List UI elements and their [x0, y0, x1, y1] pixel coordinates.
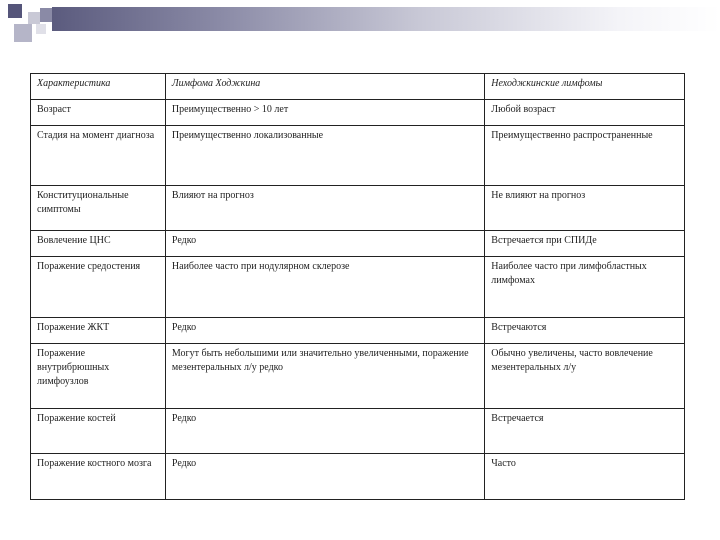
table-cell: Поражение костного мозга: [31, 454, 166, 500]
table-cell: Наиболее часто при нодулярном склерозе: [165, 257, 484, 318]
table-cell: Встречается при СПИДе: [485, 231, 685, 257]
table-cell: Встречается: [485, 409, 685, 454]
table-header-row: [31, 74, 685, 100]
table-cell: Поражение внутрибрюшных лимфоузлов: [31, 344, 166, 409]
header-banner: [52, 7, 720, 31]
table-cell: Возраст: [31, 100, 166, 126]
table-row: [31, 344, 685, 409]
table-cell: Любой возраст: [485, 100, 685, 126]
comparison-table: [30, 73, 685, 500]
table-cell: Поражение костей: [31, 409, 166, 454]
table-row: [31, 454, 685, 500]
table-cell: Редко: [165, 231, 484, 257]
table-cell: Поражение ЖКТ: [31, 318, 166, 344]
table-row: [31, 257, 685, 318]
column-header: Характеристика: [31, 74, 166, 100]
table-cell: Не влияют на прогноз: [485, 186, 685, 231]
table-cell: Конституциональные симптомы: [31, 186, 166, 231]
table-cell: Влияют на прогноз: [165, 186, 484, 231]
table-cell: Обычно увеличены, часто вовлечение мезентеральных л/у: [485, 344, 685, 409]
table-row: [31, 231, 685, 257]
table-cell: Поражение средостения: [31, 257, 166, 318]
table-cell: Преимущественно > 10 лет: [165, 100, 484, 126]
table-cell: Редко: [165, 409, 484, 454]
table-cell: Редко: [165, 318, 484, 344]
table-cell: Вовлечение ЦНС: [31, 231, 166, 257]
table-cell: Стадия на момент диагноза: [31, 126, 166, 186]
table-cell: Преимущественно распространенные: [485, 126, 685, 186]
table-cell: Могут быть небольшими или значительно увеличенными, поражение мезентеральных л/у редко: [165, 344, 484, 409]
table-cell: Редко: [165, 454, 484, 500]
table-cell: Встречаются: [485, 318, 685, 344]
table-row: [31, 409, 685, 454]
table-row: [31, 100, 685, 126]
column-header: Лимфома Ходжкина: [165, 74, 484, 100]
table-row: [31, 186, 685, 231]
table-row: [31, 318, 685, 344]
table-cell: Преимущественно локализованные: [165, 126, 484, 186]
table-cell: Часто: [485, 454, 685, 500]
table-row: [31, 126, 685, 186]
column-header: Неходжкинские лимфомы: [485, 74, 685, 100]
table-cell: Наиболее часто при лимфобластных лимфомах: [485, 257, 685, 318]
